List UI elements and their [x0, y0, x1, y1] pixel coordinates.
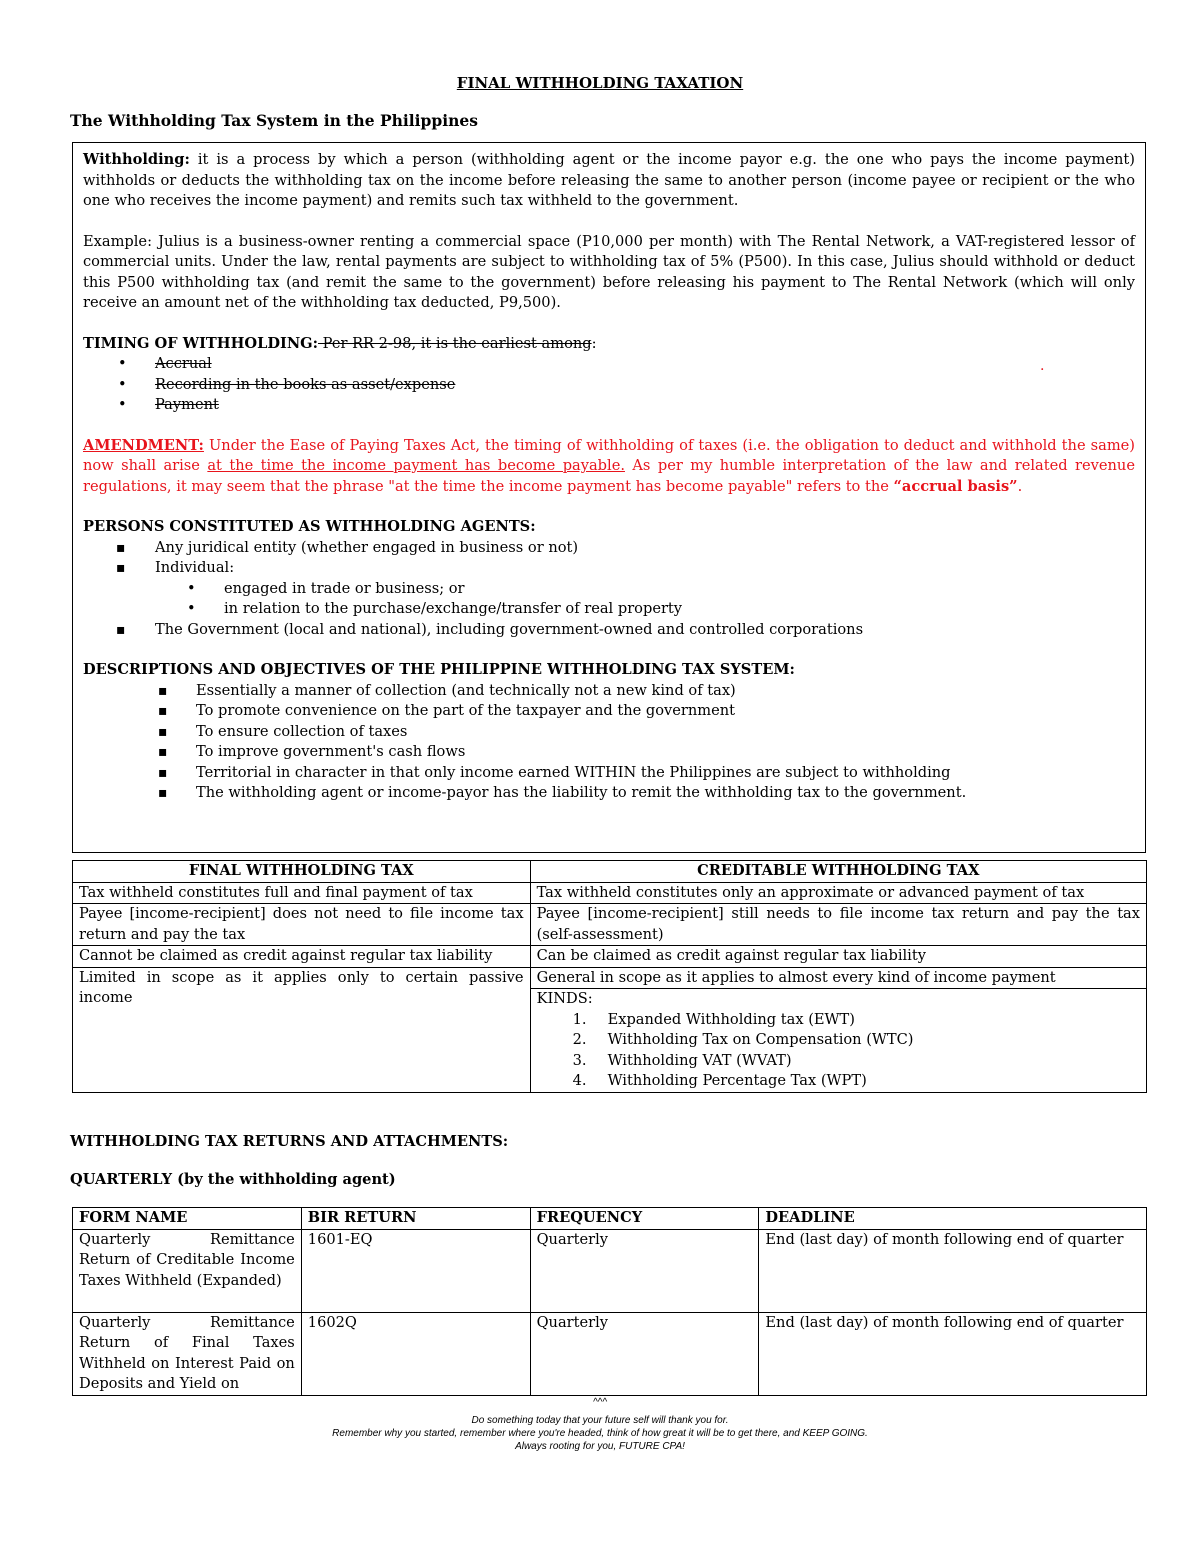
timing-heading — [83, 334, 1135, 355]
list-item — [537, 1071, 1140, 1092]
list-label: Withholding Percentage Tax (WPT) — [607, 1072, 867, 1089]
list-item: • Payment — [83, 395, 1135, 416]
objectives-heading: DESCRIPTIONS AND OBJECTIVES OF THE PHILIPPINE WITHHOLDING TAX SYSTEM: — [83, 661, 795, 678]
withholding-info-box — [72, 142, 1146, 853]
table-row — [73, 1312, 1147, 1395]
list-label: Withholding Tax on Compensation (WTC) — [607, 1031, 914, 1048]
list-item: • Recording in the books as asset/expense — [83, 375, 1135, 396]
list-item: ▪ Territorial in character in that only income earned WITHIN the Philippines are subject to withholding — [83, 763, 1135, 784]
timing-label: TIMING OF WITHHOLDING: — [83, 334, 319, 352]
red-dot-mark: . — [1040, 358, 1045, 374]
table-cell: Quarterly — [530, 1229, 759, 1312]
column-header: DEADLINE — [759, 1208, 1147, 1230]
timing-list — [83, 354, 1135, 416]
table-cell: Payee [income-recipient] does not need to file income tax return and pay the tax — [73, 904, 531, 946]
list-item: • engaged in trade or business; or — [83, 579, 1135, 600]
list-item: ▪ The Government (local and national), including government-owned and controlled corporations — [83, 620, 1135, 641]
list-item: ▪ Any juridical entity (whether engaged in business or not) — [83, 538, 1135, 559]
table-cell: End (last day) of month following end of quarter — [759, 1229, 1147, 1312]
list-item — [537, 1010, 1140, 1031]
agents-list-cont — [83, 620, 1135, 641]
agents-sublist — [83, 579, 1135, 620]
footer-line: Always rooting for you, FUTURE CPA! — [515, 1441, 685, 1452]
withholding-definition-text: it is a process by which a person (withholding agent or the income payor e.g. the one who pays the income payment) withholds or deducts the withholding tax on the income before releasing the same to another person (income payee or recipient or the who one who receives the income payment) and remits such tax withheld to the government. — [83, 151, 1135, 209]
list-number: 2. — [572, 1031, 587, 1048]
amendment-label: AMENDMENT: — [83, 436, 204, 454]
list-item: ▪ To ensure collection of taxes — [83, 722, 1135, 743]
list-item — [537, 1030, 1140, 1051]
table-cell: Quarterly — [530, 1312, 759, 1395]
amendment-text-2: As per my humble interpretation of the law and related revenue regulations, it may seem that the phrase "at the time the income payment has become payable" refers to the — [83, 457, 1135, 495]
kinds-label: KINDS: — [536, 990, 593, 1007]
table-cell: Payee [income-recipient] still needs to file income tax return and pay the tax (self-assessment) — [530, 904, 1146, 946]
list-number: 4. — [572, 1072, 587, 1089]
table-cell: Quarterly Remittance Return of Final Taxes Withheld on Interest Paid on Deposits and Yield on — [73, 1312, 302, 1395]
timing-colon: : — [591, 334, 597, 352]
table-row — [73, 904, 1147, 946]
list-label: Withholding VAT (WVAT) — [607, 1051, 792, 1069]
column-header: CREDITABLE WITHHOLDING TAX — [530, 861, 1146, 883]
section-subtitle: The Withholding Tax System in the Philippines — [70, 111, 478, 130]
table-cell: Cannot be claimed as credit against regular tax liability — [73, 946, 531, 968]
column-header: FORM NAME — [73, 1208, 302, 1230]
table-cell: General in scope as it applies to almost every kind of income payment — [530, 967, 1146, 989]
withholding-example: Example: Julius is a business-owner renting a commercial space (P10,000 per month) with The Rental Network, a VAT-registered lessor of commercial units. Under the law, rental payments are subject to withholding tax of 5% (P500). In this case, Julius should withhold or deduct this P500 withholding tax (and remit the same to the government) before releasing his payment to The Rental Network (which will only receive an amount net of the withholding tax deducted, P9,500). — [83, 232, 1135, 311]
kinds-list — [537, 1010, 1140, 1092]
table-cell: 1602Q — [301, 1312, 530, 1395]
list-item: • Accrual — [83, 354, 1135, 375]
table-row — [73, 946, 1147, 968]
list-item: ▪ The withholding agent or income-payor has the liability to remit the withholding tax to the government. — [83, 783, 1135, 804]
table-cell: Limited in scope as it applies only to certain passive income — [73, 967, 531, 1092]
withholding-term: Withholding: — [83, 151, 190, 168]
list-item: • in relation to the purchase/exchange/transfer of real property — [83, 599, 1135, 620]
comparison-table — [72, 860, 1147, 1093]
withholding-definition — [83, 150, 1135, 212]
returns-table — [72, 1207, 1147, 1396]
list-label: Expanded Withholding tax (EWT) — [607, 1010, 855, 1028]
list-number: 1. — [572, 1010, 587, 1028]
amendment-underlined: at the time the income payment has become payable. — [207, 457, 625, 474]
agents-heading: PERSONS CONSTITUTED AS WITHHOLDING AGENTS: — [83, 518, 536, 535]
table-cell: End (last day) of month following end of quarter — [759, 1312, 1147, 1395]
footer-mark: ^^^ — [592, 1397, 608, 1408]
list-item: ▪ To promote convenience on the part of the taxpayer and the government — [83, 701, 1135, 722]
table-cell: Tax withheld constitutes only an approximate or advanced payment of tax — [530, 882, 1146, 904]
list-item — [537, 1051, 1140, 1072]
list-item: ▪ Essentially a manner of collection (and technically not a new kind of tax) — [83, 681, 1135, 702]
amendment-bold: “accrual basis” — [893, 477, 1018, 495]
amendment-paragraph — [83, 436, 1135, 498]
amendment-end: . — [1017, 477, 1023, 495]
document-title: FINAL WITHHOLDING TAXATION — [456, 74, 744, 92]
list-item: ▪ Individual: — [83, 558, 1135, 579]
kinds-cell — [530, 989, 1146, 1093]
table-row — [73, 882, 1147, 904]
timing-struck-rule: Per RR 2-98, it is the earliest among — [318, 334, 592, 352]
table-cell: Can be claimed as credit against regular tax liability — [530, 946, 1146, 968]
column-header: FINAL WITHHOLDING TAX — [73, 861, 531, 883]
quarterly-heading: QUARTERLY (by the withholding agent) — [70, 1171, 396, 1188]
amendment-text: Under the Ease of Paying Taxes Act, the timing of withholding of taxes (i.e. the obligation to deduct and withhold the same) now shall arise — [83, 436, 1135, 474]
table-cell: 1601-EQ — [301, 1229, 530, 1312]
footer-line: Do something today that your future self will thank you for. — [471, 1415, 729, 1426]
returns-heading: WITHHOLDING TAX RETURNS AND ATTACHMENTS: — [70, 1133, 509, 1150]
table-cell: Quarterly Remittance Return of Creditable Income Taxes Withheld (Expanded) — [73, 1229, 302, 1312]
agents-list — [83, 538, 1135, 579]
footer-line: Remember why you started, remember where you're headed, think of how great it will be to get there, and KEEP GOING. — [332, 1428, 868, 1439]
column-header: BIR RETURN — [301, 1208, 530, 1230]
objectives-list — [83, 681, 1135, 804]
table-row — [73, 1229, 1147, 1312]
list-item: ▪ To improve government's cash flows — [83, 742, 1135, 763]
column-header: FREQUENCY — [530, 1208, 759, 1230]
table-row — [73, 967, 1147, 989]
list-number: 3. — [572, 1051, 587, 1069]
table-cell: Tax withheld constitutes full and final payment of tax — [73, 882, 531, 904]
